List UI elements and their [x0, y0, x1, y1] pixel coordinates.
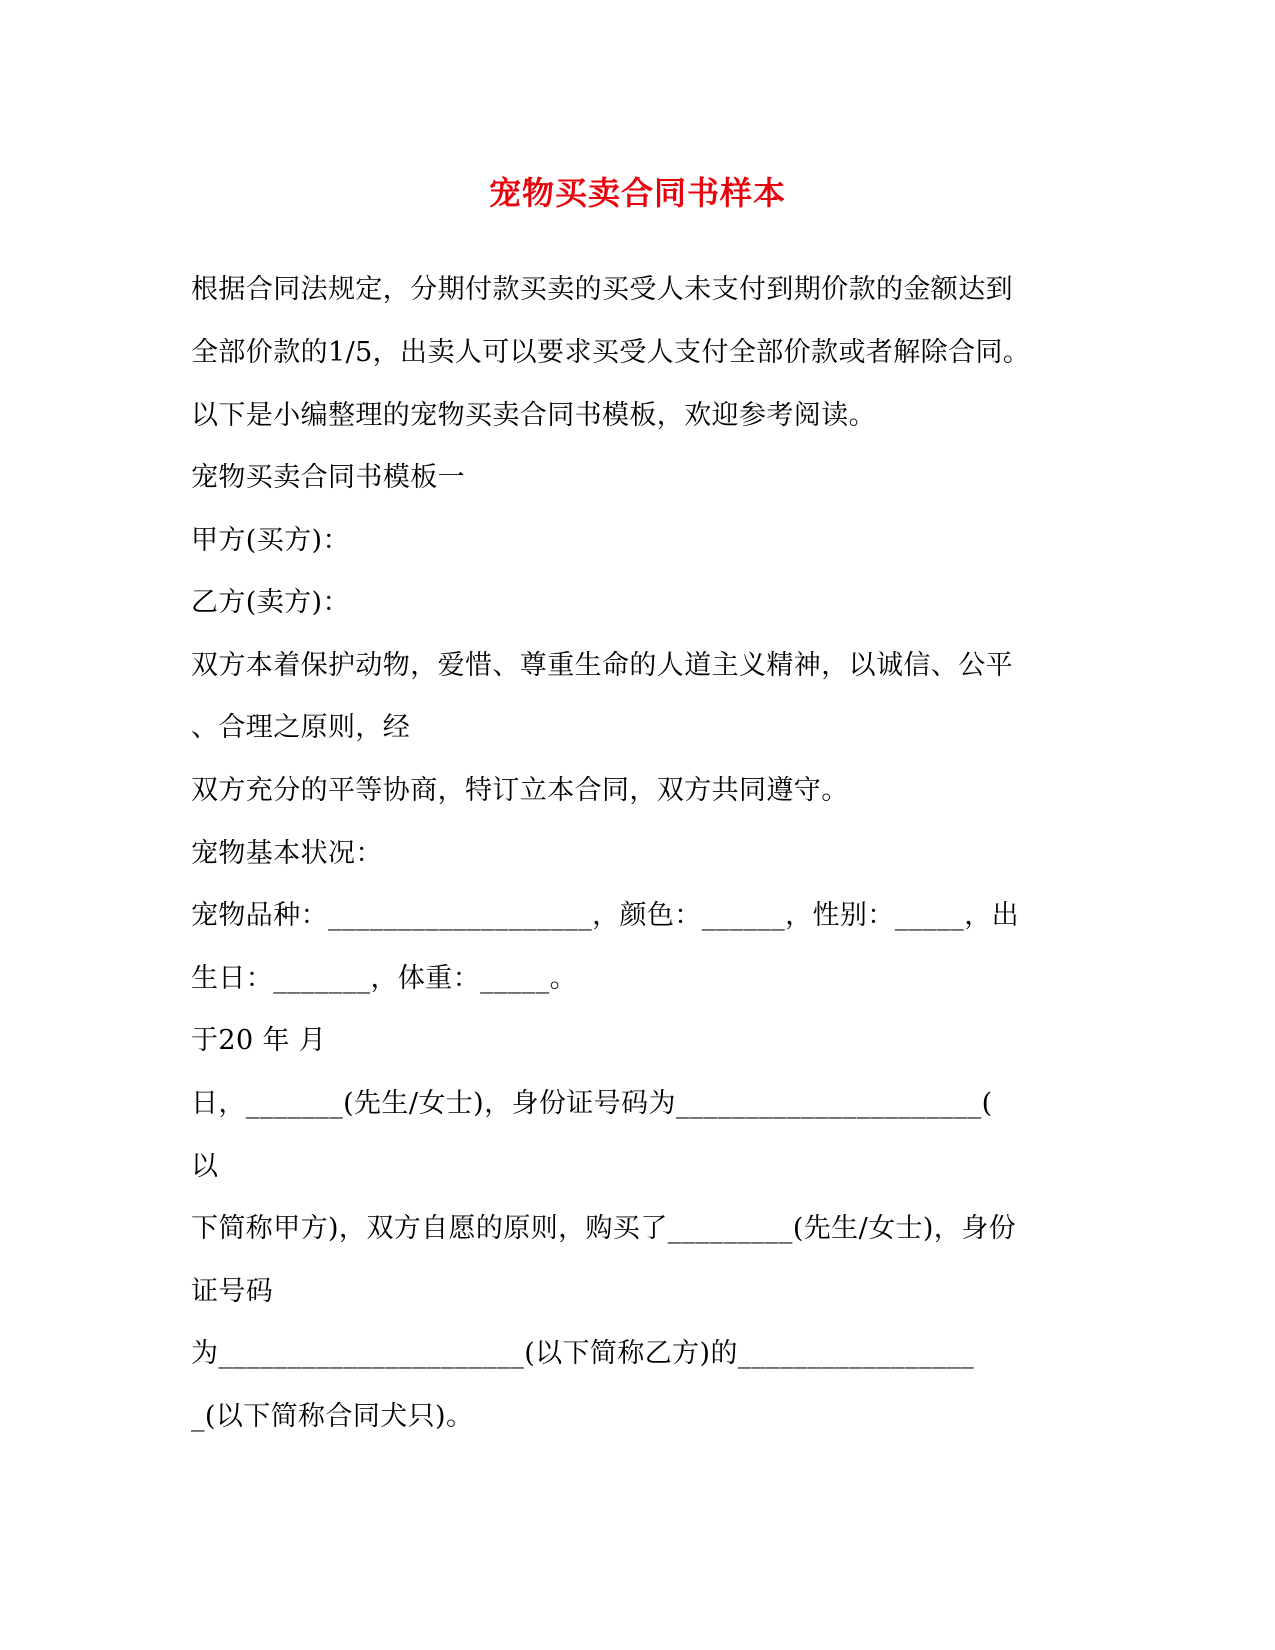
paragraph-line: 根据合同法规定，分期付款买卖的买受人未支付到期价款的金额达到 [191, 274, 1013, 305]
party-b-line: 乙方(卖方)： [191, 587, 350, 618]
paragraph-line: 日，_______(先生/女士)，身份证号码为______________________( [191, 1088, 993, 1119]
paragraph-line: 为______________________(以下简称乙方)的_________________ [191, 1338, 975, 1369]
paragraph-line: 、合理之原则，经 [191, 712, 411, 743]
section-heading: 宠物买卖合同书模板一 [191, 462, 465, 493]
date-line: 于20 年 月 [191, 1025, 327, 1056]
paragraph-line: 双方本着保护动物，爱惜、尊重生命的人道主义精神，以诚信、公平 [191, 650, 1013, 681]
party-a-line: 甲方(买方)： [191, 525, 350, 556]
pet-info-line: 生日：_______，体重：_____。 [191, 963, 577, 994]
paragraph-line: 全部价款的1/5，出卖人可以要求买受人支付全部价款或者解除合同。 [191, 337, 1031, 368]
paragraph-line: 以 [191, 1151, 219, 1182]
pet-status-heading: 宠物基本状况： [191, 838, 383, 869]
paragraph-line: 以下是小编整理的宠物买卖合同书模板，欢迎参考阅读。 [191, 400, 876, 431]
paragraph-line: 双方充分的平等协商，特订立本合同，双方共同遵守。 [191, 775, 849, 806]
document-title: 宠物买卖合同书样本 [488, 174, 786, 212]
paragraph-line: 证号码 [191, 1276, 274, 1307]
paragraph-line: 下简称甲方)，双方自愿的原则，购买了_________(先生/女士)，身份 [191, 1213, 1016, 1244]
pet-info-line: 宠物品种：___________________，颜色：______，性别：_____，出 [191, 900, 1019, 931]
paragraph-line: _(以下简称合同犬只)。 [191, 1401, 474, 1432]
